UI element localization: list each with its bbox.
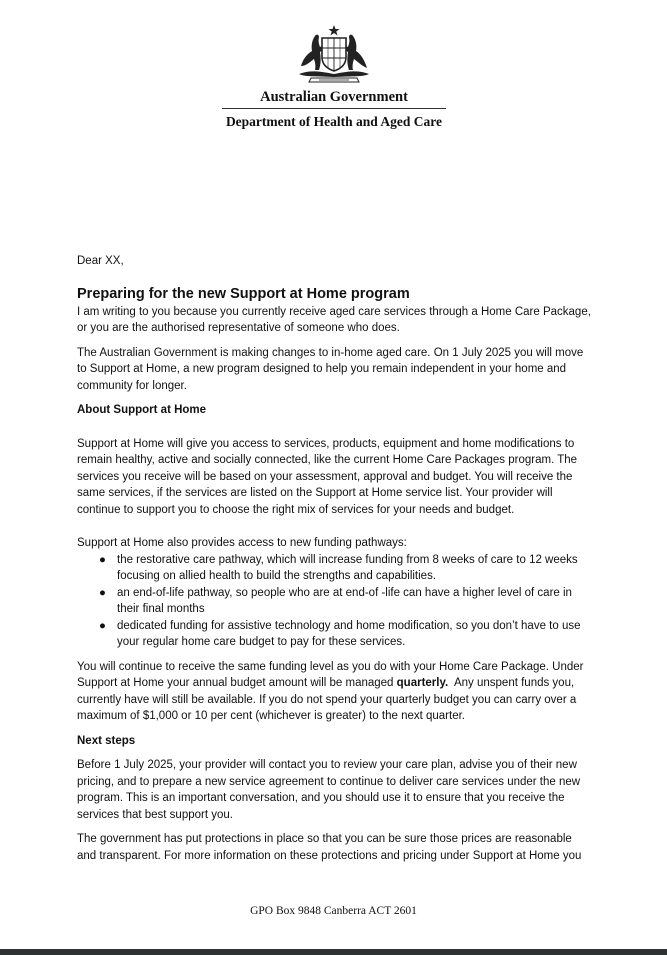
letterhead [0, 0, 667, 140]
intro-paragraph-1: I am writing to you because you currently receive aged care services through a Home Care Package, or you are the authorised representative of someone who does. [77, 305, 591, 334]
next-steps-paragraph-2: The government has put protections in place so that you can be sure those prices are reasonable and transparent. For more information on these protections and pricing under Support at Home you [77, 833, 582, 862]
list-item: ● an end-of-life pathway, so people who are at end-of -life can have a higher level of care in their final months [99, 586, 572, 615]
next-steps-paragraph-1: Before 1 July 2025, your provider will contact you to review your care plan, advise you of their new pricing, and to prepare a new service agreement to continue to deliver care services under the new program. This is an important conversation, and you should use it to ensure that you receive the services that best support you. [77, 759, 581, 821]
list-item: ● the restorative care pathway, which will increase funding from 8 weeks of care to 12 weeks focusing on allied health to build the strengths and capabilities. [99, 553, 578, 582]
government-name: Australian Government [260, 89, 408, 105]
bullet-icon: ● [99, 619, 106, 632]
letter-title: Preparing for the new Support at Home program [77, 285, 410, 302]
intro-paragraph-2: The Australian Government is making changes to in-home aged care. On 1 July 2025 you will move to Support at Home, a new program designed to help you remain independent in your home and community for longer. [77, 346, 584, 392]
funding-paragraph: You will continue to receive the same funding level as you do with your Home Care Package. Under Support at Home your annual budget amount will be managed quarterly. Any unspent funds you, currently have will still be available. If you do not spend your quarterly budget you can carry over a maximum of $1,000 or 10 per cent (whichever is greater) to the next quarter. [77, 660, 584, 722]
salutation: Dear XX, [77, 255, 124, 267]
quarterly-emphasis: quarterly. [396, 677, 449, 689]
pathways-intro: Support at Home also provides access to new funding pathways: [77, 537, 407, 549]
about-paragraph: Support at Home will give you access to services, products, equipment and home modifications to remain healthy, active and socially connected, like the current Home Care Packages program. The services you receive will be based on your assessment, approval and budget. You will receive the same services, if the services are listed on the Support at Home service list. Your provider will continue to support you to choose the right mix of services for your needs and budget. [77, 437, 578, 516]
next-steps-heading: Next steps [77, 734, 136, 747]
letterhead-divider [222, 108, 446, 109]
department-name: Department of Health and Aged Care [225, 114, 443, 129]
bullet-icon: ● [99, 553, 106, 566]
page-bottom-bar [0, 949, 667, 955]
about-heading: About Support at Home [77, 404, 207, 416]
footer-address: GPO Box 9848 Canberra ACT 2601 [250, 905, 417, 917]
pathways-list [77, 552, 592, 651]
list-item: ● dedicated funding for assistive technology and home modification, so you don’t have to use your regular home care budget to pay for these services. [99, 619, 581, 648]
letter-body [77, 253, 592, 864]
bullet-icon: ● [99, 586, 106, 599]
coat-of-arms-icon [293, 24, 375, 84]
